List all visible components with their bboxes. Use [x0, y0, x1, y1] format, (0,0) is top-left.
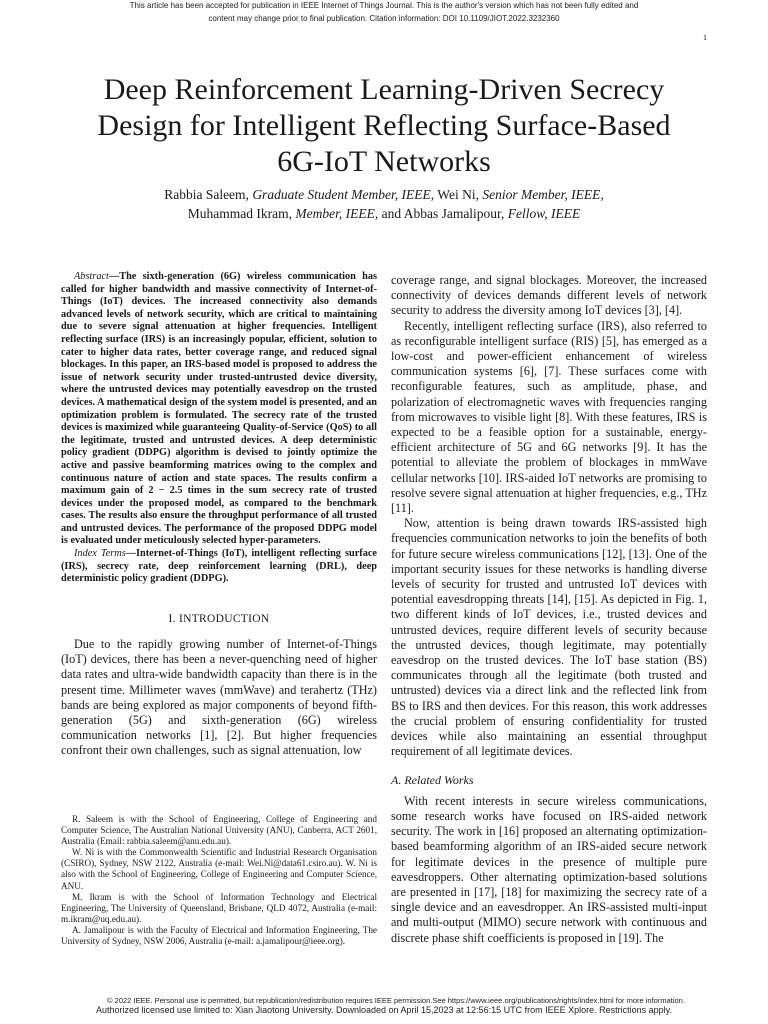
author-name: Rabbia Saleem,	[164, 187, 249, 202]
footnote: M. Ikram is with the School of Information Technology and Electrical Engineering, The University of Queensland, Brisbane, QLD 4072, Australia (e-mail: m.ikram@uq.edu.au).	[61, 891, 377, 924]
left-column	[61, 271, 377, 759]
title-line-2: Design for Intelligent Reflecting Surface-Based	[97, 109, 671, 142]
title-line-1: Deep Reinforcement Learning-Driven Secrecy	[103, 73, 665, 106]
author-name: Muhammad Ikram,	[187, 205, 292, 221]
author-role: Fellow, IEEE	[507, 205, 581, 221]
author-role: Senior Member, IEEE,	[482, 187, 604, 202]
page-number: 1	[703, 33, 707, 42]
footnote: R. Saleem is with the School of Engineering, College of Engineering and Computer Science, The Australian National University (ANU), Canberra, ACT 2601, Australia (Email: rabbia.saleem@anu.edu.au).	[61, 814, 377, 847]
author-role: Member, IEEE,	[295, 205, 379, 221]
author-list	[60, 186, 708, 223]
paragraph: Recently, intelligent reflecting surface (IRS), also referred to as reconfigurable intelligent surface (RIS) [5], has emerged as a low-cost and power-efficient enhancement of wireless communication systems [6], [7]. These surfaces come with reconfigurable features, such as amplitude, phase, and polarization of electromagnetic waves with frequencies ranging from microwaves to visible light [8]. With these features, IRS is expected to be a feasible option for a sustainable, energy-efficient architecture of 5G and 6G networks [9]. It has the potential to alleviate the problem of blockages in mmWave cellular networks [10]. IRS-aided IoT networks are promising to resolve severe signal attenuation at higher frequencies, e.g., THz [11].	[391, 318, 707, 516]
subsection-heading-related-works: A. Related Works	[391, 772, 474, 787]
author-role: Graduate Student Member, IEEE,	[252, 187, 435, 202]
footnote: A. Jamalipour is with the Faculty of Electrical and Information Engineering, The University of Sydney, NSW 2006, Australia (e-mail: a.jamalipour@ieee.org).	[61, 924, 377, 947]
abstract-text: —The sixth-generation (6G) wireless communication has called for higher bandwidth and massive connectivity of Internet-of-Things (IoT) devices. The increased connectivity also demands advanced levels of network security, which are critical to maintaining due to severe signal attenuation at higher frequencies. Intelligent reflecting surface (IRS) is an increasingly popular, efficient, solution to cater to higher data rates, better coverage range, and reduced signal blockages. In this paper, an IRS-based model is proposed to address the issue of network security under trusted-untrusted device diversity, where the untrusted devices may potentially eavesdrop on the trusted devices. A mathematical design of the system model is presented, and an optimization problem is formulated. The secrecy rate of the trusted devices is maximized while guaranteeing Quality-of-Service (QoS) to all the legitimate, trusted and untrusted devices. A deep deterministic policy gradient (DDPG) algorithm is devised to jointly optimize the active and passive beamforming matrices owing to the complex and continuous nature of action and state spaces. The results confirm a maximum gain of 2 − 2.5 times in the sum secrecy rate of trusted devices under the proposed model, as compared to the benchmark cases. The results also ensure the throughput performance of all trusted and untrusted devices. The performance of the proposed DDPG model is evaluated under meticulously selected hyper-parameters.	[61, 271, 377, 547]
title-line-3: 6G-IoT Networks	[277, 145, 491, 178]
paragraph: coverage range, and signal blockages. Moreover, the increased connectivity of devices demands different levels of network security to address the diversity among IoT devices [3], [4].	[391, 273, 707, 318]
banner-line-1: This article has been accepted for publication in IEEE Internet of Things Journal. This is the author's version which has not been fully edited and	[129, 1, 639, 10]
footnote: W. Ni is with the Commonwealth Scientific and Industrial Research Organisation (CSIRO), Sydney, NSW 2122, Australia (e-mail: Wei.Ni@data61.csiro.au). W. Ni is also with the School of Engineering, College of Engineering and Computer Science, ANU.	[61, 847, 377, 891]
paragraph: Now, attention is being drawn towards IRS-assisted high frequencies communication networks to join the benefits of both for future secure wireless communications [12], [13]. One of the important security issues for these networks is handling diverse levels of security for trusted and untrusted IoT devices with potential eavesdropping threats [14], [15]. As depicted in Fig. 1, two different kinds of IoT devices, i.e., trusted devices and untrusted devices, require different levels of security because the untrusted devices, though legitimate, may potentially eavesdrop on the trusted devices. The IoT base station (BS) communicates through all the legitimate (both trusted and untrusted) devices via a direct link and the reflected link from BS to IRS and then devices. For this reason, this work addresses the crucial problem of ensuring confidentiality for trusted devices while also maintaining an essential throughput requirement of all legitimate devices.	[391, 516, 707, 759]
paragraph: With recent interests in secure wireless communications, some research works have focused on IRS-aided network security. The work in [16] proposed an alternating optimization-based beamforming algorithm of an IRS-aided secure network for legitimate devices in the presence of multiple pure eavesdroppers. Other alternating optimization-based solutions are presented in [17], [18] for maximizing the secrecy rate of a single device and an eavesdropper. An IRS-assisted multi-input and multi-output (MIMO) secure network with continuous and discrete phase shift coefficients is proposed in [19]. The	[391, 793, 707, 945]
index-terms	[61, 548, 377, 586]
paper-title	[40, 72, 728, 180]
author-footnotes	[61, 814, 377, 947]
author-name: Wei Ni,	[437, 187, 479, 202]
paragraph: Due to the rapidly growing number of Internet-of-Things (IoT) devices, there has been a never-quenching need of higher data rates and ultra-wide bandwidth capacity than there is in the present time. Millimeter waves (mmWave) and terahertz (THz) bands are being explored as major components of beyond fifth-generation (5G) and sixth-generation (6G) wireless communication networks [1], [2]. But higher frequencies confront their own challenges, such as signal attenuation, low	[61, 637, 377, 758]
copyright-footer: © 2022 IEEE. Personal use is permitted, but republication/redistribution requires IEEE permission.See https://www.ieee.org/publications/rights/index.html for more information.	[107, 996, 685, 1005]
license-footer: Authorized licensed use limited to: Xian Jiaotong University. Downloaded on April 15,2023 at 12:56:15 UTC from IEEE Xplore. Restrictions apply.	[96, 1005, 672, 1015]
abstract-lead: Abstract	[74, 271, 109, 282]
abstract	[61, 271, 377, 548]
right-column	[391, 273, 707, 946]
index-terms-text: —Internet-of-Things (IoT), intelligent reflecting surface (IRS), secrecy rate, deep reinforcement learning (DRL), deep deterministic policy gradient (DDPG).	[61, 548, 377, 585]
banner-line-2: content may change prior to final publication. Citation information: DOI 10.1109/JIOT.2022.3232360	[208, 13, 560, 23]
index-terms-lead: Index Terms	[74, 548, 126, 560]
section-heading-introduction: I. INTRODUCTION	[168, 612, 270, 625]
publication-banner	[0, 0, 768, 25]
author-name: and Abbas Jamalipour,	[381, 205, 505, 221]
